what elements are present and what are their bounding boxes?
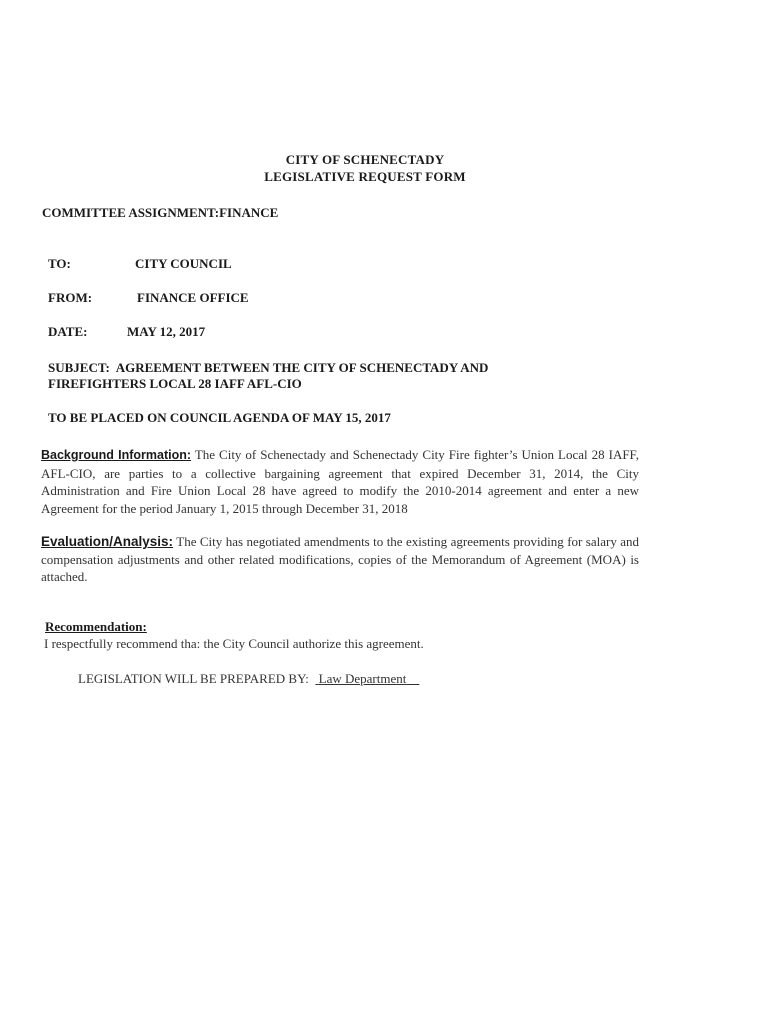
from-label: FROM: xyxy=(48,290,93,305)
legislation-line xyxy=(78,671,419,687)
recommendation-text: I respectfully recommend tha: the City Council authorize this agreement. xyxy=(44,636,424,651)
background-label: Background Information: xyxy=(41,448,192,462)
form-title: LEGISLATIVE REQUEST FORM xyxy=(264,169,466,184)
background-paragraph xyxy=(41,446,639,517)
subject-line-1 xyxy=(48,360,488,376)
subject-text-1: AGREEMENT BETWEEN THE CITY OF SCHENECTADY AND xyxy=(115,360,489,375)
recommendation-label: Recommendation: xyxy=(45,619,147,634)
subject-label: SUBJECT: xyxy=(48,360,110,375)
to-label: TO: xyxy=(48,256,71,271)
evaluation-paragraph xyxy=(41,533,639,586)
background-text: The City of Schenectady and Schenectady City Fire fighter’s Union Local 28 IAFF, AFL-CIO, are parties to a collective bargaining agreement that expired December 31, 2014, the City Administration and Fire Union Local 28 have agreed to modify the 2010-2014 agreement and enter a new Agreement for the period January 1, 2015 through December 31, 2018 xyxy=(41,447,639,516)
committee-label: COMMITTEE ASSIGNMENT: xyxy=(42,205,220,220)
date-label: DATE: xyxy=(48,324,88,339)
evaluation-text: The City has negotiated amendments to the existing agreements providing for salary and compensation adjustments and other related modifications, copies of the Memorandum of Agreement (MOA) is attached. xyxy=(41,534,640,584)
to-value xyxy=(135,256,232,272)
committee-value: FINANCE xyxy=(219,205,279,220)
legislation-label: LEGISLATION WILL BE PREPARED BY: xyxy=(78,671,309,686)
legislation-value-text: Law Department xyxy=(318,671,407,686)
agenda-line: TO BE PLACED ON COUNCIL AGENDA OF MAY 15, 2017 xyxy=(48,410,391,425)
to-value-text: CITY COUNCIL xyxy=(135,256,232,271)
form-title-city: CITY OF SCHENECTADY xyxy=(285,152,445,167)
evaluation-label: Evaluation/Analysis: xyxy=(41,534,174,549)
subject-line-2: FIREFIGHTERS LOCAL 28 IAFF AFL-CIO xyxy=(48,376,302,391)
date-value: MAY 12, 2017 xyxy=(127,324,206,339)
committee-assignment xyxy=(42,205,278,221)
legislation-value xyxy=(315,671,419,686)
from-value: FINANCE OFFICE xyxy=(137,290,249,305)
